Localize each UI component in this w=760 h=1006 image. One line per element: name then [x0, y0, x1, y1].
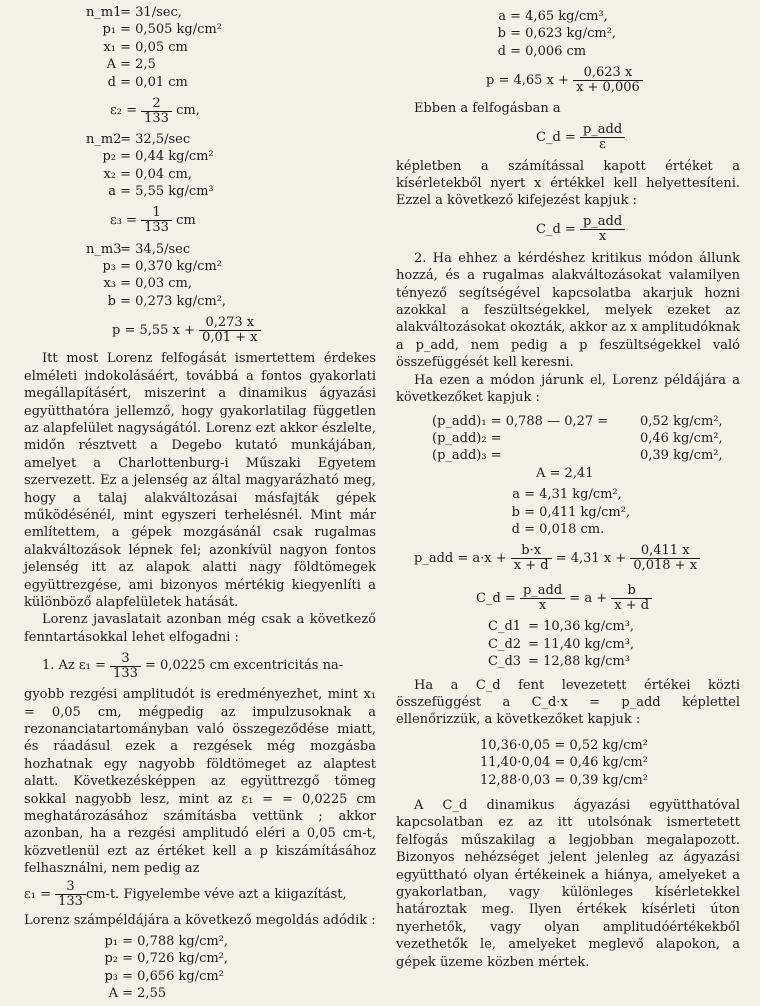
- eq-row: n_m3 = 34,5/sec: [86, 241, 191, 257]
- parameter-set-6: [506, 486, 740, 538]
- eq-row: x₃ = 0,03 cm,: [103, 276, 192, 292]
- eq-row: a = 5,55 kg/cm³: [108, 184, 214, 200]
- eq-row: b = 0,273 kg/cm²,: [107, 293, 227, 309]
- paragraph: képletben a számítással kapott értéket a kísérletekből nyert x értékkel kell helyettesíteni. Ezzel a következő kifejezést kapjuk :: [396, 158, 740, 209]
- eq-row: a = 4,31 kg/cm²,: [512, 487, 622, 503]
- eq-row: d = 0,01 cm: [107, 74, 188, 90]
- paragraph: Ha ezen a módon járunk el, Lorenz példájára a következőket kapjuk :: [396, 372, 740, 406]
- p-equation: p = 4,65 x + $\frac{0,623 x}{x + 0,006}$: [486, 60, 740, 100]
- paragraph: Lorenz számpéldájára a következő megoldás adódik :: [24, 912, 376, 928]
- eq-row: A = 2,41: [536, 465, 594, 481]
- cd-equation: C_d = $\frac{\text{p\_add}}{x}$: [536, 210, 740, 250]
- paragraph: A C_d dinamikus ágyazási együtthatóval kapcsolatban ez az itt utolsónak ismertetett felfogás műszakilag a legjobban megalapozott. Bizonyos nehézséget jelent jelenleg az ágyazási együttható olyan értékeinek a hiánya, amelyeket a gyakorlatban, vagy különleges kísérletekkel határoztak meg. Ilyen értékek kísérleti úton nyerhetők, vagy olyan amplitudóértékekből vezethetők le, amelyeket meglevő alapokon, a gépek üzeme közben mértek.: [396, 798, 740, 970]
- check-rows: [480, 737, 740, 789]
- left-column: [24, 4, 376, 1003]
- eq-row: b = 0,623 kg/cm²,: [497, 26, 617, 42]
- eq-row: (p_add)₂ = 0,46 kg/cm²,: [432, 430, 723, 446]
- eq-row: p₁ = 0,505 kg/cm²: [102, 22, 222, 38]
- eq-row: p₂ = 0,44 kg/cm²: [102, 149, 214, 165]
- padd-equation: p_add = a·x + $\frac{b\cdot x}{x + d}$ = 4,31 x + $\frac{0,411 x}{0,018 + x}$: [414, 538, 740, 578]
- paragraph: gyobb rezgési amplitudót is eredményezhet, mint x₁ = 0,05 cm, mégpedig az impulzusoknak a rezonanciatartományban való összegeződése miatt, és ráadásul ezek a rezgések még mozgásba hozhatnak egy nagyobb földtömeget az alaptest alatt. Következésképpen az együttrezgő tömeg sokkal nagyobb lesz, mint az ε₁ = = 0,0225 cm meghatározásához számításba vettünk ; akkor azonban, ha a rezgési amplitudó eléri a 0,05 cm-t, közvetlenül ezt az értéket kell a p kiszámításához felhasználni, nem pedig az: [24, 687, 376, 877]
- paragraph: Itt most Lorenz felfogását ismertettem érdekes elméleti indokolásáért, továbbá a fontos gyakorlati megállapításért, miszerint a dinamikus ágyazási együtthatóra jellemző, hogy gyakorlatilag független az alapfelület nagyságától. Lorenz ezt akkor észlelte, midőn résztvett a Degebo kutató munkájában, amelyet a Charlottenburg-i Műszaki Egyetem szervezett. Ez a jelenség az által magyarázható meg, hogy a talaj alakváltozásai másfajták gépek működésénél, mint egyszeri terhelésnél. Mint már említettem, a gépek mozgásánál csak rugalmas alakváltozások lépnek fel; azonkívül nagyon fontos jelenség itt az alapok alatti nagy földtömegek együttrezgése, ami bizonyos mértékig kiegyenlíti a különböző alapfelületek hatását.: [24, 351, 376, 610]
- eq-row: p₂ = 0,726 kg/cm²,: [104, 951, 229, 967]
- eq-row: d = 0,006 cm: [497, 43, 587, 59]
- eq-row: 12,88·0,03 = 0,39 kg/cm²: [480, 772, 648, 788]
- eq-row: (p_add)₁ = 0,788 — 0,27 = 0,52 kg/cm²,: [432, 413, 723, 429]
- epsilon-2-equation: ε₂ = $\frac{2}{133}$ cm,: [110, 95, 200, 126]
- eq-row: C_d2 = 11,40 kg/cm³,: [488, 636, 635, 652]
- parameter-set-3: [86, 241, 376, 311]
- epsilon-1-line: ε₁ = $\frac{3}{133}$ cm-t. Figyelembe véve azt a kiigazítást,: [24, 879, 347, 910]
- eq-row: 11,40·0,04 = 0,46 kg/cm²: [480, 755, 648, 771]
- eq-row: n_m1 = 31/sec,: [86, 5, 182, 20]
- paragraph: Ebben a felfogásban a: [414, 101, 561, 117]
- eq-row: n_m2 = 32,5/sec: [86, 132, 191, 148]
- cd-equation: C_d = $\frac{\text{p\_add}}{\varepsilon}$: [536, 118, 740, 158]
- paragraph: Lorenz javaslatait azonban még csak a következő fenntartásokkal lehet elfogadni :: [24, 612, 376, 645]
- cd-general-equation: C_d = $\frac{\text{p\_add}}{x}$ = a + $\frac{b}{x + d}$: [476, 578, 740, 618]
- eq-row: a = 4,65 kg/cm³,: [498, 9, 608, 24]
- eq-row: p₁ = 0,788 kg/cm²,: [104, 934, 229, 950]
- parameter-set-2: [86, 131, 376, 201]
- eq-row: 10,36·0,05 = 0,52 kg/cm²: [480, 737, 648, 753]
- eq-row: A = 2,55: [108, 986, 167, 1002]
- parameter-set-1: [86, 4, 376, 91]
- eq-row: p₃ = 0,370 kg/cm²: [102, 259, 222, 275]
- eq-row: A = 2,5: [106, 57, 156, 73]
- padd-rows: [432, 413, 740, 483]
- eq-row: x₁ = 0,05 cm: [103, 39, 188, 55]
- eq-row: d = 0,018 cm.: [511, 521, 605, 537]
- epsilon-3-equation: ε₃ = $\frac{1}{133}$ cm: [110, 205, 196, 236]
- p-equation: p = 5,55 x + $\frac{0,273 x}{0,01 + x}$: [112, 310, 376, 350]
- eq-row: p₃ = 0,656 kg/cm²: [104, 968, 224, 984]
- paragraph: 2. Ha ehhez a kérdéshez kritikus módon állunk hozzá, és a rugalmas alakváltozásokat valamilyen tényező segítségével kapcsolatba akarjuk hozni azokkal a feszültségekkel, melyek ezeket az alakváltozásokat okozták, akkor az x amplitudóknak a p_add, nem pedig a p feszültségekkel való összefüggését kell keresni.: [396, 250, 740, 371]
- paragraph: Ha a C_d fent levezetett értékei közti összefüggést a C_d·x = p_add képlettel ellenőrizzük, a következőket kapjuk :: [396, 677, 740, 728]
- eq-row: (p_add)₃ = 0,39 kg/cm²,: [432, 448, 723, 464]
- parameter-set-5: [492, 8, 740, 60]
- parameter-set-4: [88, 933, 376, 1003]
- cd-values: [488, 618, 740, 670]
- eq-row: b = 0,411 kg/cm²,: [511, 504, 631, 520]
- eq-row: C_d3 = 12,88 kg/cm³: [488, 654, 630, 670]
- right-column: [396, 4, 740, 971]
- item-1-line: 1. Az ε₁ = $\frac{3}{133}$ = 0,0225 cm excentricitás na-: [42, 650, 344, 681]
- eq-row: C_d1 = 10,36 kg/cm³,: [488, 619, 635, 635]
- eq-row: x₂ = 0,04 cm,: [103, 166, 192, 182]
